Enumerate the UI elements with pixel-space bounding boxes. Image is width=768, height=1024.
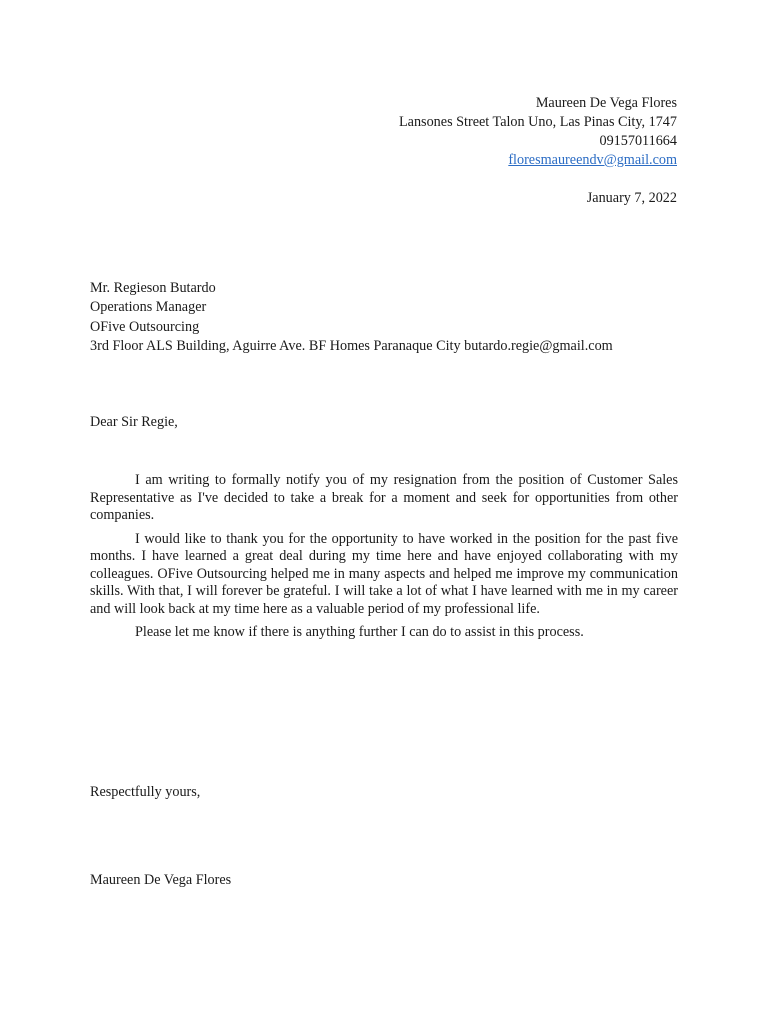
letter-body [90, 472, 678, 648]
recipient-company: OFive Outsourcing [90, 318, 200, 335]
sender-block [399, 94, 677, 170]
sender-email-link[interactable]: floresmaureendv@gmail.com [508, 152, 677, 168]
body-paragraph: I would like to thank you for the opportunity to have worked in the position for the past five months. I have learned a great deal during my time here and have enjoyed collaborating with my colleagues. OFive Outsourcing helped me in many aspects and helped me improve my communication skills. With that, I will forever be grateful. I will take a lot of what I have learned with me in my career and will look back at my time here as a valuable period of my professional life. [90, 530, 678, 617]
recipient-address: 3rd Floor ALS Building, Aguirre Ave. BF Homes Paranaque City butardo.regie@gmail.com [90, 337, 613, 354]
closing: Respectfully yours, [90, 784, 201, 800]
sender-name: Maureen De Vega Flores [535, 95, 677, 111]
body-paragraph: I am writing to formally notify you of my resignation from the position of Customer Sales Representative as I've decided to take a break for a moment and seek for opportunities from other companies. [90, 472, 678, 523]
letter-date: January 7, 2022 [586, 190, 677, 206]
sender-address: Lansones Street Talon Uno, Las Pinas City, 1747 [399, 114, 677, 130]
sender-phone: 09157011664 [599, 133, 677, 149]
signature-name: Maureen De Vega Flores [90, 872, 232, 888]
salutation: Dear Sir Regie, [90, 414, 178, 430]
recipient-title: Operations Manager [90, 299, 207, 316]
recipient-block [90, 279, 613, 356]
body-paragraph: Please let me know if there is anything further I can do to assist in this process. [135, 624, 584, 640]
recipient-name: Mr. Regieson Butardo [90, 280, 216, 296]
